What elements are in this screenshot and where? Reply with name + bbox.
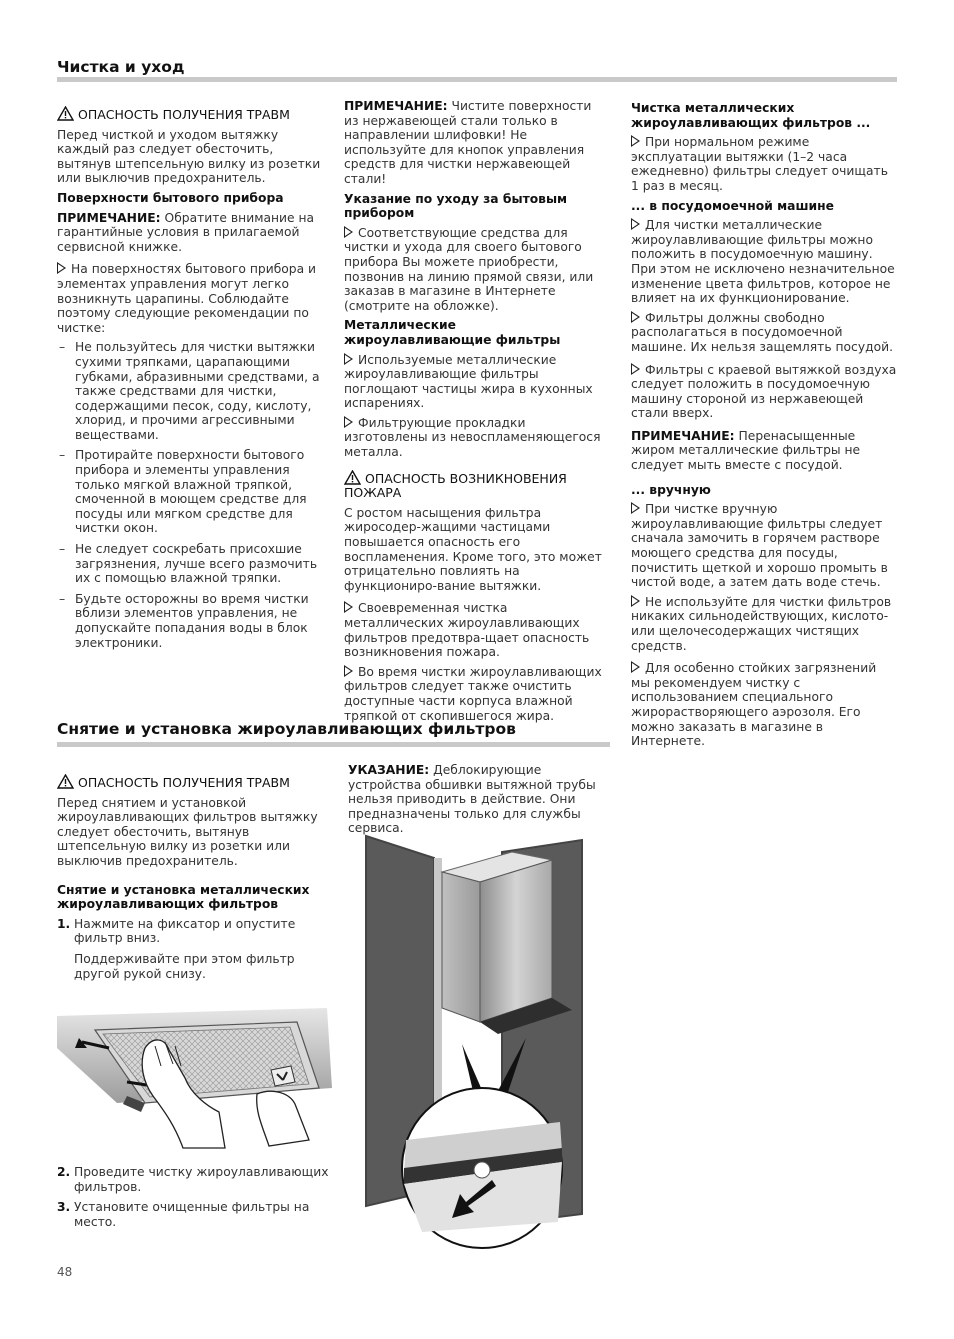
page-number: 48 [57, 1265, 73, 1279]
arrow-bullet-icon [344, 665, 353, 677]
hood-chimney-illustration [362, 832, 592, 1252]
arrow-bullet-icon [344, 601, 353, 613]
heading-care: Указание по уходу за бытовым прибором [344, 191, 568, 221]
paragraph-hand-2: Не используйте для чистки фильтров никаких сильнодействующих, кислото- или щелочесодержащих чистящих средств. [631, 594, 892, 653]
warning-heading: ОПАСНОСТЬ ПОЛУЧЕНИЯ ТРАВМ [57, 106, 325, 123]
heading-by-hand: ... вручную [631, 482, 711, 497]
heading-clean-filters: Чистка металлических жироулавливающих фильтров ... [631, 101, 871, 130]
steps-list [57, 1165, 337, 1229]
arrow-bullet-icon [344, 226, 353, 238]
warning-triangle-icon [344, 470, 361, 485]
arrow-bullet-icon [631, 135, 640, 147]
paragraph-filters-2: Фильтрующие прокладки изготовлены из невоспламеняющегося металла. [344, 415, 601, 460]
list-item: – Будьте осторожны во время чистки вблизи элементов управления, не допускайте попадания воды в блок электроники. [57, 592, 325, 650]
column-1 [57, 106, 325, 656]
arrow-bullet-icon [631, 218, 640, 230]
arrow-bullet-icon [631, 502, 640, 514]
section-divider [57, 742, 610, 747]
paragraph-dish-1: Для чистки металлические жироулавливающие фильтры можно положить в посудомоечную машину. При этом не исключено незначительное изменение цвета фильтров, которое не влияет на их функционирование. [631, 218, 895, 306]
section-title-filters: Снятие и установка жироулавливающих фильтров [57, 720, 516, 738]
column-removal-steps [57, 1165, 337, 1235]
warning-triangle-icon [57, 774, 74, 789]
dash-list [57, 340, 325, 650]
arrow-bullet-icon [631, 311, 640, 323]
step-item: 3. Установите очищенные фильтры на место. [57, 1200, 310, 1229]
paragraph-hand-3: Для особенно стойких загрязнений мы рекомендуем чистку с использованием специального жирорастворяющего аэрозоля. Его можно заказать в магазине в Интернете. [631, 661, 877, 749]
heading-surfaces: Поверхности бытового прибора [57, 190, 284, 205]
fire-warning-text: С ростом насыщения фильтра жиросодер-жащими частицами повышается опасность его воспламенения. Кроме того, это может отрицательно повлиять на функциониро-вание вытяжки. [344, 505, 602, 593]
step-subtext: Поддерживайте при этом фильтр другой рукой снизу. [74, 951, 295, 981]
paragraph-clean-1: При нормальном режиме эксплуатации вытяжки (1–2 часа ежедневно) фильтры следует очищать 1 раз в месяц. [631, 135, 888, 193]
step-item: 1. Нажмите на фиксатор и опустите фильтр вниз. Поддерживайте при этом фильтр другой рукой снизу. [57, 917, 329, 981]
paragraph-dish-2: Фильтры должны свободно располагаться в посудомоечной машине. Их нельзя защемлять посудой. [631, 310, 894, 354]
heading-metal-filters: Металлические жироулавливающие фильтры [344, 318, 561, 347]
column-notice [348, 763, 614, 841]
heading-dishwasher: ... в посудомоечной машине [631, 198, 834, 213]
paragraph-dish-3: Фильтры с краевой вытяжкой воздуха следует положить в посудомоечную машину стороной из нержавеющей стали вверх. [631, 362, 897, 421]
paragraph-scratches: На поверхностях бытового прибора и элементах управления могут легко возникнуть царапины. Соблюдайте поэтому следующие рекомендации по чистке: [57, 262, 317, 335]
paragraph-care: Соответствующие средства для чистки и ухода для своего бытового прибора Вы можете приобрести, позвонив на линию прямой связи, или заказав в магазине в Интернете (смотрите на обложке). [344, 225, 594, 313]
arrow-bullet-icon [57, 262, 66, 274]
column-2 [344, 99, 606, 728]
step-item: 2. Проведите чистку жироулавливающих фильтров. [57, 1165, 329, 1194]
steps-list [57, 917, 329, 981]
filter-removal-illustration [57, 1008, 332, 1153]
list-item: – Не пользуйтесь для чистки вытяжки сухими тряпками, царапающими губками, абразивными средствами, а также средствами для чистки, содержащими песок, соду, кислоту, хлорид, и прочими агрессивными веществами. [57, 340, 325, 442]
note-warranty: ПРИМЕЧАНИЕ: Обратите внимание на гарантийные условия в прилагаемой сервисной книжке. [57, 210, 315, 254]
arrow-bullet-icon [344, 353, 353, 365]
section-title-cleaning: Чистка и уход [57, 58, 185, 76]
warning-heading: ОПАСНОСТЬ ПОЛУЧЕНИЯ ТРАВМ [57, 774, 329, 791]
column-removal [57, 774, 329, 987]
note-oversaturated: ПРИМЕЧАНИЕ: Перенасыщенные жиром металлические фильтры не следует мыть вместе с посудой. [631, 428, 861, 473]
arrow-bullet-icon [631, 661, 640, 673]
notice-release: УКАЗАНИЕ: Деблокирующие устройства обшивки вытяжной трубы нельзя приводить в действие. Они предназначены только для службы сервиса. [348, 763, 596, 836]
section-divider [57, 77, 897, 82]
list-item: – Не следует соскребать присохшие загрязнения, лучше всего размочить их с помощью влажной тряпки. [57, 542, 325, 586]
paragraph-filters-4: Во время чистки жироулавливающих фильтров следует также очистить доступные части корпуса влажной тряпкой от скопившегося жира. [344, 664, 602, 723]
paragraph-hand-1: При чистке вручную жироулавливающие фильтры следует сначала замочить в горячем растворе моющего средства для посуды, почистить щеткой и хорошо промыть в чистой воде, а затем дать воде стечь. [631, 502, 888, 590]
heading-removal: Снятие и установка металлических жироулавливающих фильтров [57, 882, 310, 912]
arrow-bullet-icon [631, 595, 640, 607]
arrow-bullet-icon [631, 363, 640, 375]
note-stainless: ПРИМЕЧАНИЕ: Чистите поверхности из нержавеющей стали только в направлении шлифовки! Не используйте для кнопок управления средств для чистки нержавеющей стали! [344, 99, 592, 186]
paragraph-filters-3: Своевременная чистка металлических жироулавливающих фильтров предотвра-щает опасность возникновения пожара. [344, 601, 590, 660]
warning-text: Перед снятием и установкой жироулавливающих фильтров вытяжку следует обесточить, вытянув штепсельную вилку из розетки или выключив предохранитель. [57, 795, 318, 868]
warning-triangle-icon [57, 106, 74, 121]
warning-fire-heading: ОПАСНОСТЬ ВОЗНИКНОВЕНИЯ ПОЖАРА [344, 470, 567, 501]
column-3 [631, 101, 897, 754]
warning-text: Перед чисткой и уходом вытяжку каждый раз следует обесточить, вытянув штепсельную вилку из розетки или выключив предохранитель. [57, 127, 321, 186]
arrow-bullet-icon [344, 416, 353, 428]
list-item: – Протирайте поверхности бытового прибора и элементы управления только мягкой влажной тряпкой, смоченной в моющем средстве для посуды или мягком средстве для чистки окон. [57, 448, 325, 536]
paragraph-filters-1: Используемые металлические жироулавливающие фильтры поглощают частицы жира в кухонных испарениях. [344, 352, 593, 411]
